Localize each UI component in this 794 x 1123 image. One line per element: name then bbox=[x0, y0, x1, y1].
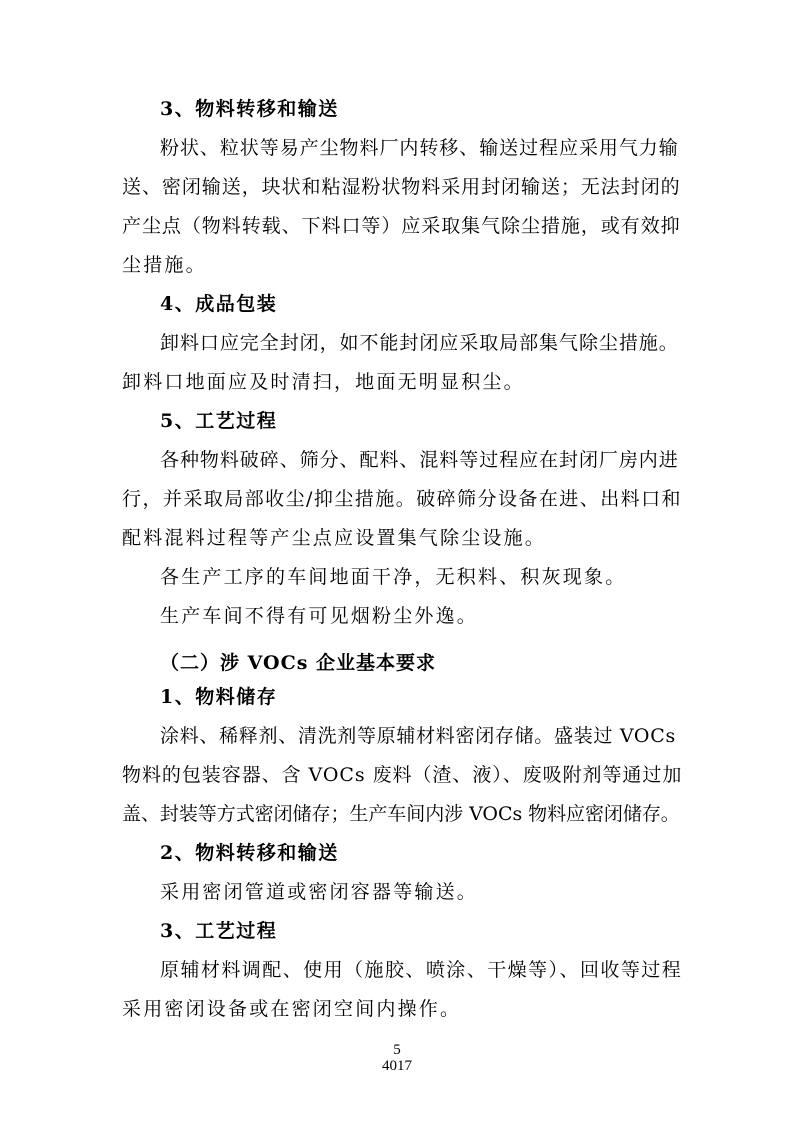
heading-vocs-transfer: 2、物料转移和输送 bbox=[160, 842, 339, 864]
heading-material-transfer: 3、物料转移和输送 bbox=[160, 98, 339, 120]
paragraph-line: 生产车间不得有可见烟粉尘外逸。 bbox=[160, 605, 479, 627]
paragraph-line: 产尘点（物料转载、下料口等）应采取集气除尘措施，或有效抑 bbox=[122, 215, 681, 237]
section-heading-vocs: （二）涉 VOCs 企业基本要求 bbox=[160, 652, 437, 674]
paragraph-line: 原辅材料调配、使用（施胶、喷涂、干燥等）、回收等过程 bbox=[160, 959, 683, 981]
paragraph-line: 行，并采取局部收尘/抑尘措施。破碎筛分设备在进、出料口和 bbox=[122, 488, 683, 510]
paragraph-line: 粉状、粒状等易产尘物料厂内转移、输送过程应采用气力输 bbox=[160, 137, 679, 159]
paragraph-line: 各生产工序的车间地面干净，无积料、积灰现象。 bbox=[160, 566, 627, 588]
page-number: 5 bbox=[393, 1042, 401, 1058]
heading-vocs-process: 3、工艺过程 bbox=[160, 920, 278, 942]
paragraph-line: 涂料、稀释剂、清洗剂等原辅材料密闭存储。盛装过 VOCs bbox=[160, 725, 676, 747]
paragraph-line: 卸料口地面应及时清扫，地面无明显积尘。 bbox=[122, 371, 525, 393]
paragraph-line: 卸料口应完全封闭，如不能封闭应采取局部集气除尘措施。 bbox=[160, 332, 679, 354]
heading-packaging: 4、成品包装 bbox=[160, 293, 278, 315]
document-number: 4017 bbox=[382, 1058, 412, 1074]
heading-storage: 1、物料储存 bbox=[160, 686, 278, 708]
paragraph-line: 采用密闭设备或在密闭空间内操作。 bbox=[122, 998, 462, 1020]
paragraph-line: 配料混料过程等产尘点应设置集气除尘设施。 bbox=[122, 527, 547, 549]
paragraph-line: 送、密闭输送，块状和粘湿粉状物料采用封闭输送；无法封闭的 bbox=[122, 176, 681, 198]
paragraph-line: 尘措施。 bbox=[122, 254, 207, 276]
heading-process: 5、工艺过程 bbox=[160, 410, 278, 432]
paragraph-line: 盖、封装等方式密闭储存；生产车间内涉 VOCs 物料应密闭储存。 bbox=[122, 803, 680, 825]
paragraph-line: 各种物料破碎、筛分、配料、混料等过程应在封闭厂房内进 bbox=[160, 449, 679, 471]
paragraph-line: 物料的包装容器、含 VOCs 废料（渣、液）、废吸附剂等通过加 bbox=[122, 764, 683, 786]
paragraph-line: 采用密闭管道或密闭容器等输送。 bbox=[160, 881, 479, 903]
